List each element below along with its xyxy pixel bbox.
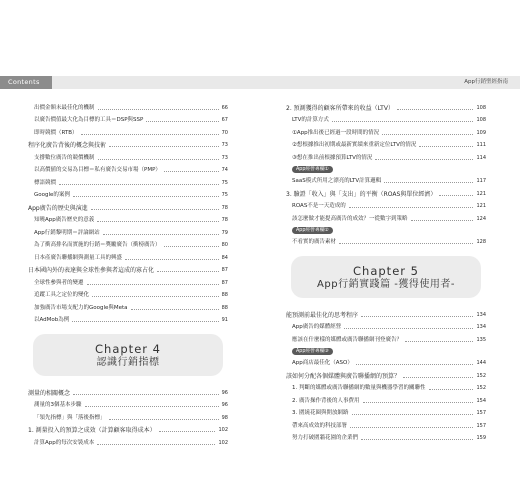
toc-entry-page: 109 xyxy=(476,129,486,136)
toc-entry-title: 出價金額未最佳化的機制 xyxy=(34,104,95,111)
dotted-leader xyxy=(59,183,219,185)
toc-entry-title: 3. 驗證「收入」與「支出」的平衡（ROAS與單位經濟） xyxy=(286,190,437,198)
chapter-title: App行銷實踐篇 -獲得使用者- xyxy=(317,279,455,290)
dotted-leader xyxy=(403,376,473,378)
toc-entry-title: 測量的3個基本步驟 xyxy=(34,402,82,408)
toc-entry xyxy=(286,137,486,150)
toc-entry-page: 128 xyxy=(476,239,486,245)
toc-entry-title: 知曉App廣告歷史的意義 xyxy=(34,217,95,223)
toc-entry-page: 117 xyxy=(476,178,486,184)
toc-entry xyxy=(28,274,228,287)
chapter-number: Chapter 4 xyxy=(95,342,161,356)
dotted-leader xyxy=(361,315,473,317)
toc-entry xyxy=(28,397,228,410)
toc-entry-title: 加強廣告市場支配力的Google與Meta xyxy=(34,304,128,311)
toc-entry xyxy=(286,319,486,332)
toc-entry-page: 102 xyxy=(218,439,228,446)
toc-entry-title: 以高價値的交易為目標＝私有廣告交易市場（PMP） xyxy=(34,167,161,173)
toc-entry-page: 114 xyxy=(476,154,486,161)
toc-entry xyxy=(286,173,486,186)
toc-entry xyxy=(28,212,228,225)
toc-entry xyxy=(28,237,228,250)
column-badge: App經營專欄① xyxy=(292,166,333,173)
toc-entry-page: 75 xyxy=(221,179,228,186)
dotted-leader xyxy=(98,108,219,110)
toc-entry xyxy=(286,234,486,247)
toc-entry-title: LTV的計算方式 xyxy=(292,117,329,123)
toc-entry-title: 程序化廣告背後的概念與技術 xyxy=(28,142,107,149)
dotted-leader xyxy=(73,195,219,197)
toc-entry-page: 152 xyxy=(476,372,486,379)
toc-entry xyxy=(286,367,486,380)
toc-entry-page: 84 xyxy=(221,254,228,261)
column-badge: App經營專欄② xyxy=(292,227,333,234)
toc-entry xyxy=(28,249,228,262)
dotted-leader xyxy=(97,443,215,445)
dotted-leader xyxy=(429,388,474,390)
toc-entry-title: App廣告的歷史與演進 xyxy=(28,204,88,212)
toc-entry xyxy=(28,434,228,447)
toc-entry-title: 以廣告價值最大化為目標的工具＝DSP與SSP xyxy=(34,117,144,123)
toc-entry-page: 108 xyxy=(476,117,486,123)
dotted-leader xyxy=(85,405,219,407)
header-band xyxy=(0,76,520,89)
dotted-leader xyxy=(384,181,473,183)
toc-list xyxy=(28,99,228,324)
dotted-leader xyxy=(103,233,219,235)
toc-entry-page: 88 xyxy=(221,292,228,298)
dotted-leader xyxy=(92,295,219,297)
toc-entry xyxy=(286,380,486,393)
toc-entry-page: 73 xyxy=(221,154,228,161)
dotted-leader xyxy=(157,270,219,272)
toc-entry-page: 144 xyxy=(476,360,486,366)
toc-entry xyxy=(28,312,228,325)
toc-entry-title: 3. 圍繞花圈與開放網路 xyxy=(292,410,349,416)
toc-entry-page: 102 xyxy=(218,427,228,433)
toc-entry-title: 該如何分配各個媒體與廣告聯播網的預算？ xyxy=(286,372,401,380)
chapter-title: 認識行銷指標 xyxy=(96,357,160,368)
dotted-leader xyxy=(72,320,218,322)
toc-entry-page: 96 xyxy=(221,389,228,396)
dotted-leader xyxy=(146,120,218,122)
toc-list xyxy=(286,173,486,223)
dotted-leader xyxy=(352,413,474,415)
dotted-leader xyxy=(131,308,219,310)
toc-entry-title: 追蹤工具之定位的變化 xyxy=(34,292,90,298)
column-badge-row xyxy=(286,162,486,173)
toc-entry-page: 80 xyxy=(221,242,228,248)
dotted-leader xyxy=(361,438,473,440)
toc-entry-page: 88 xyxy=(221,304,228,311)
toc-list xyxy=(286,99,486,162)
toc-entry-title: 為了衝高排名而實施的行銷＝獎勵廣告（衝榜廣告） xyxy=(34,242,161,248)
toc-entry xyxy=(286,392,486,405)
toc-entry-title: 全球性參與者的變遷 xyxy=(34,279,84,286)
toc-entry-title: 日本國內外的表達與全球性參與者這成的寡占化 xyxy=(28,267,155,274)
toc-entry-page: 124 xyxy=(476,215,486,222)
dotted-leader xyxy=(87,283,219,285)
dotted-leader xyxy=(81,133,219,135)
toc-entry-page: 87 xyxy=(221,267,228,273)
toc-entry-title: 標語競價 xyxy=(34,179,57,186)
toc-entry-title: 帶來高成效的科技部署 xyxy=(292,422,348,429)
book-title: App行銷聖經指南 xyxy=(464,79,508,85)
toc-entry-title: 1. 判斷的媒體或廣告聯播網的數量與機器學習的關聯性 xyxy=(292,385,426,391)
toc-entry-page: 96 xyxy=(221,402,228,408)
toc-entry-page: 78 xyxy=(221,217,228,223)
dotted-leader xyxy=(91,208,219,210)
toc-entry xyxy=(28,384,228,397)
toc-entry-title: 1. 測量投入的預算之成效（計算顧客取得成本） xyxy=(28,427,156,434)
toc-entry-title: 不看實的廣告素材 xyxy=(292,239,337,245)
toc-entry xyxy=(286,355,486,368)
toc-entry-page: 121 xyxy=(476,203,486,209)
left-column xyxy=(28,99,228,447)
toc-entry-page: 157 xyxy=(476,410,486,416)
dotted-leader xyxy=(411,219,474,221)
toc-entry-title: ③想在推出前根據預算LTV的情況 xyxy=(292,154,373,161)
toc-entry xyxy=(28,99,228,112)
dotted-leader xyxy=(397,108,474,110)
toc-entry-title: SaaS模式所用之漂亮的LTV計算邏輯 xyxy=(292,178,382,184)
toc-entry-page: 134 xyxy=(476,324,486,330)
toc-entry xyxy=(286,185,486,198)
toc-entry xyxy=(28,174,228,187)
dotted-leader xyxy=(97,220,218,222)
toc-entry xyxy=(28,299,228,312)
chapter-5-box xyxy=(291,256,481,298)
toc-entry xyxy=(286,306,486,319)
right-column xyxy=(286,99,486,442)
toc-entry xyxy=(28,199,228,212)
toc-entry xyxy=(28,162,228,175)
dotted-leader xyxy=(349,206,474,208)
dotted-leader xyxy=(363,401,474,403)
toc-entry-title: 該怎麼做才能提高廣告的成效？一從數字到策略 xyxy=(292,215,408,222)
chapter-number: Chapter 5 xyxy=(353,264,419,278)
dotted-leader xyxy=(339,242,473,244)
toc-entry-title: 應該在什麼樣的媒體或廣告聯播網刊登廣告？ xyxy=(292,336,403,343)
toc-list xyxy=(286,306,486,344)
toc-entry-page: 121 xyxy=(476,190,486,197)
toc-entry-title: 日本產廣告聯播網與測量工具的興盛 xyxy=(34,254,123,261)
toc-entry xyxy=(286,124,486,137)
toc-entry xyxy=(28,124,228,137)
toc-entry xyxy=(286,405,486,418)
toc-entry-title: ROAS不是一天造成的 xyxy=(292,203,346,209)
toc-entry-page: 79 xyxy=(221,229,228,236)
column-badge-row xyxy=(286,223,486,234)
toc-entry-title: Google的案例 xyxy=(34,192,70,198)
toc-entry-page: 74 xyxy=(221,167,228,173)
contents-tab: Contents xyxy=(0,76,52,89)
toc-entry-page: 157 xyxy=(476,422,486,429)
dotted-leader xyxy=(332,120,474,122)
toc-entry-page: 87 xyxy=(221,279,228,286)
toc-entry-page: 70 xyxy=(221,129,228,136)
dotted-leader xyxy=(439,194,473,196)
toc-entry-title: App廣告的媒體經營 xyxy=(292,324,342,330)
toc-entry-title: 以AdMob為例 xyxy=(34,317,70,323)
toc-entry-page: 75 xyxy=(221,192,228,198)
toc-entry-title: ②想根據推出初期或最新實績來重新定位LTV的情況 xyxy=(292,142,417,148)
toc-entry-page: 73 xyxy=(221,142,228,148)
toc-entry xyxy=(28,112,228,125)
toc-entry-title: 測量的相關概念 xyxy=(28,389,71,397)
dotted-leader xyxy=(164,170,219,172)
dotted-leader xyxy=(344,327,473,329)
toc-entry-title: 「領先指標」與「落後指標」 xyxy=(34,414,106,421)
dotted-leader xyxy=(382,133,473,135)
toc-entry-title: ①App推出後已經過一段時間的情況 xyxy=(292,129,380,136)
toc-entry-page: 134 xyxy=(476,311,486,318)
toc-entry-page: 91 xyxy=(221,317,228,323)
toc-entry-page: 67 xyxy=(221,117,228,123)
dotted-leader xyxy=(164,245,219,247)
toc-entry-page: 154 xyxy=(476,397,486,404)
dotted-leader xyxy=(350,426,473,428)
toc-entry xyxy=(28,409,228,422)
toc-entry-page: 98 xyxy=(221,414,228,421)
toc-entry-page: 152 xyxy=(476,385,486,391)
dotted-leader xyxy=(419,145,473,147)
toc-entry xyxy=(286,331,486,344)
toc-entry xyxy=(28,287,228,300)
toc-entry-title: 能預測前最佳化的思考程序 xyxy=(286,311,359,319)
toc-entry-title: 2. 廣告操作背後的人事費用 xyxy=(292,397,360,404)
column-badge: App經營專欄③ xyxy=(292,348,333,355)
toc-entry xyxy=(28,224,228,237)
toc-entry xyxy=(28,149,228,162)
toc-entry xyxy=(286,112,486,125)
toc-entry-page: 78 xyxy=(221,204,228,211)
dotted-leader xyxy=(73,393,219,395)
toc-entry xyxy=(286,149,486,162)
chapter-4-box xyxy=(33,334,223,376)
dotted-leader xyxy=(405,340,473,342)
dotted-leader xyxy=(159,430,216,432)
toc-list xyxy=(28,384,228,447)
toc-list xyxy=(286,234,486,247)
toc-entry xyxy=(28,187,228,200)
toc-entry-title: 努力打破圍牆花園的企業們 xyxy=(292,435,359,441)
toc-entry xyxy=(28,422,228,435)
toc-list xyxy=(286,355,486,443)
toc-entry-title: App商店最佳化（ASO） xyxy=(292,360,353,366)
toc-entry xyxy=(28,262,228,275)
dotted-leader xyxy=(375,158,473,160)
toc-entry xyxy=(286,198,486,211)
toc-entry xyxy=(286,417,486,430)
dotted-leader xyxy=(356,363,474,365)
toc-entry-title: 計算App的每次安裝成本 xyxy=(34,439,95,446)
toc-entry xyxy=(286,430,486,443)
toc-entry xyxy=(28,137,228,150)
toc-entry-page: 135 xyxy=(476,336,486,343)
toc-entry-title: 支撐數位廣告的競價機制 xyxy=(34,154,95,161)
toc-entry-title: 2. 預測獲得的顧客所帶來的收益（LTV） xyxy=(286,104,394,112)
dotted-leader xyxy=(109,418,219,420)
toc-entry-page: 159 xyxy=(476,435,486,441)
toc-entry xyxy=(286,210,486,223)
column-badge-row xyxy=(286,344,486,355)
toc-entry-title: App行銷黎明期＝評論網站 xyxy=(34,229,100,236)
toc-entry-page: 111 xyxy=(476,142,486,148)
toc-entry-page: 108 xyxy=(476,104,486,111)
toc-entry-title: 即時競價（RTB） xyxy=(34,129,78,136)
dotted-leader xyxy=(125,258,219,260)
toc-entry-page: 66 xyxy=(221,104,228,111)
toc-entry xyxy=(286,99,486,112)
dotted-leader xyxy=(109,145,219,147)
dotted-leader xyxy=(98,158,219,160)
